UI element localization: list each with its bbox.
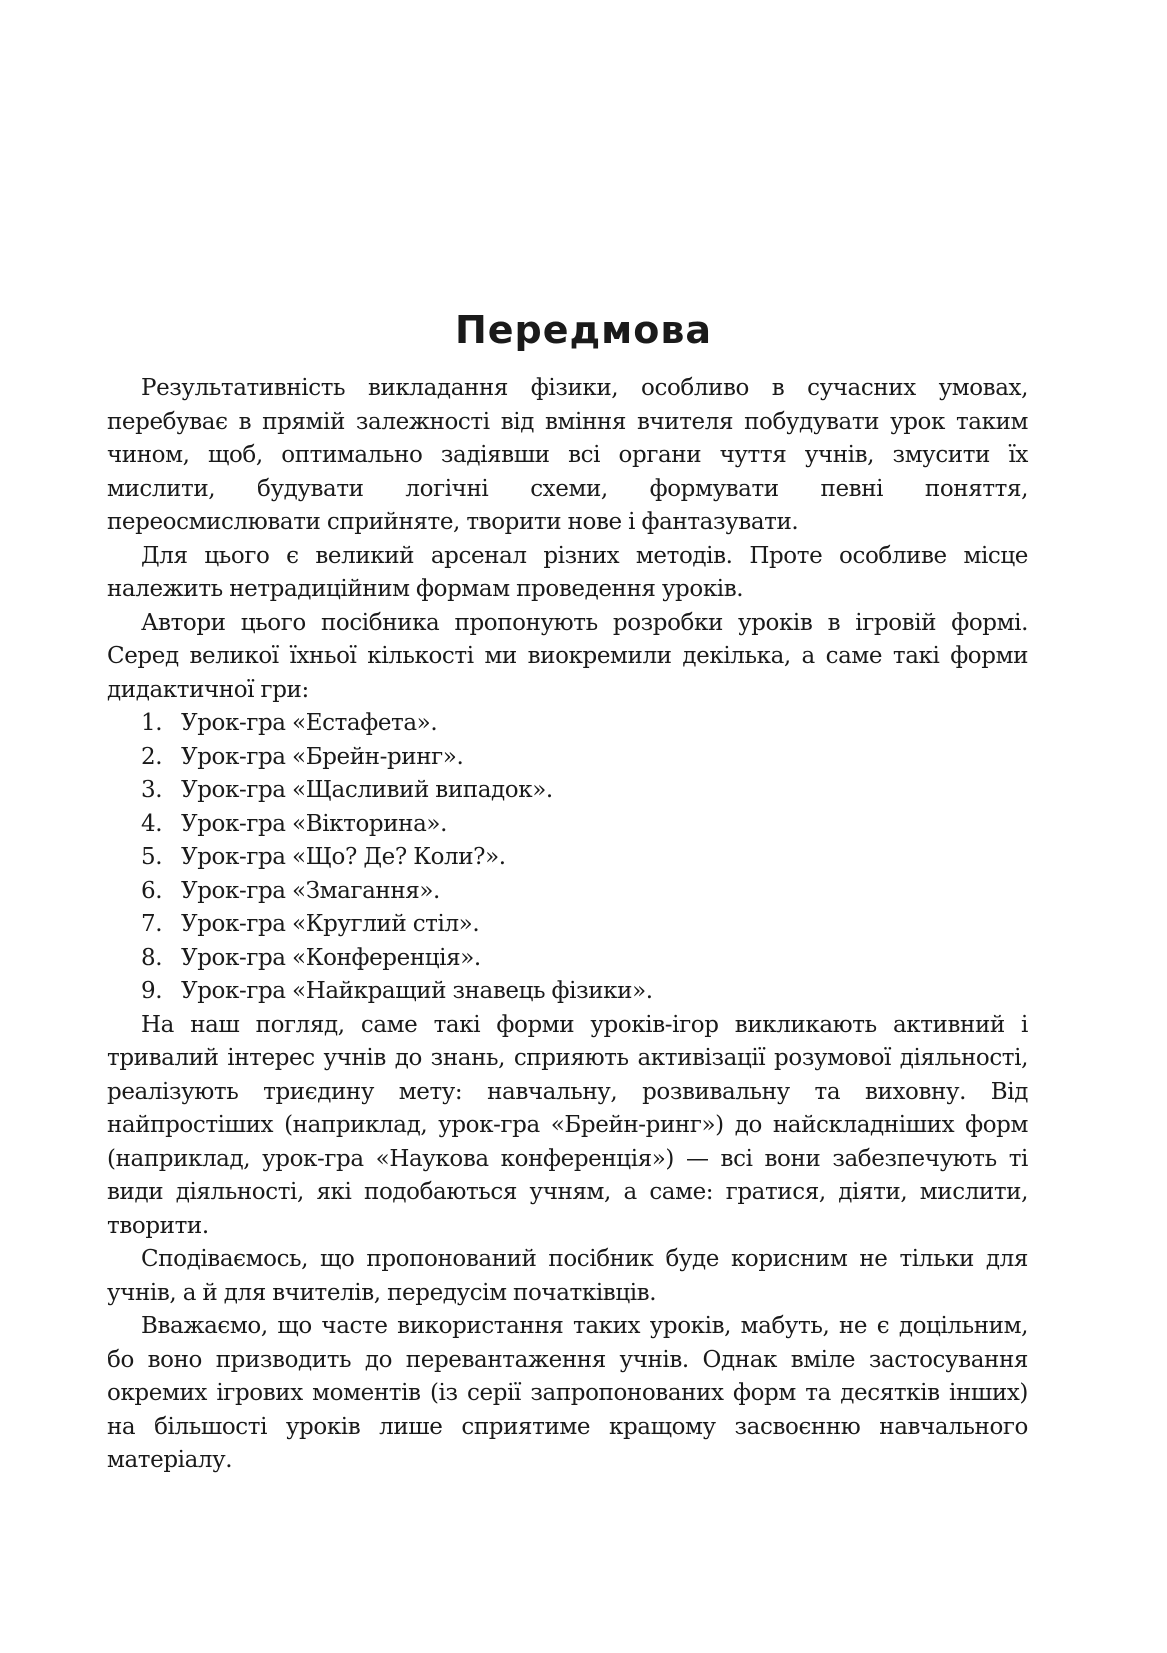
list-item-number: 7. — [141, 911, 163, 937]
list-item-number: 6. — [141, 877, 163, 904]
list-item-text: Урок-гра «Брейн-ринг». — [181, 743, 464, 770]
list-item — [107, 942, 1028, 976]
list-item-number: 1. — [141, 710, 163, 736]
intro-paragraph-2: Для цього є великий арсенал різних методів. Проте особливе місце належить нетрадиційним формам проведення уроків. — [107, 542, 1028, 602]
list-item-number: 9. — [141, 978, 163, 1004]
list-item — [107, 808, 1028, 842]
intro-paragraph-3: Автори цього посібника пропонують розробки уроків в ігровій формі. Серед великої їхньої кількості ми виокремили декілька, а саме такі форми дидактичної гри: — [107, 609, 1028, 703]
list-item — [107, 707, 1028, 741]
list-item-number: 2. — [141, 743, 163, 770]
list-item-text: Урок-гра «Конференція». — [181, 944, 481, 971]
body-text — [107, 372, 1028, 1478]
outro-paragraph-1: На наш погляд, саме такі форми уроків-ігор викликають активний і тривалий інтерес учнів до знань, сприяють активізації розумової діяльності, реалізують триєдину мету: навчальну, розвивальну та виховну. Від найпростіших (наприклад, урок-гра «Брейн-ринг») до найскладніших форм (наприклад, урок-гра «Наукова конференція») — всі вони забезпечують ті види діяльності, які подобаються учням, а саме: гратися, діяти, мислити, творити. — [107, 1011, 1028, 1239]
list-item-text: Урок-гра «Естафета». — [181, 710, 438, 736]
list-item-text: Урок-гра «Змагання». — [181, 877, 440, 904]
list-item — [107, 908, 1028, 942]
list-item-number: 8. — [141, 944, 163, 971]
outro-paragraph-2: Сподіваємось, що пропонований посібник буде корисним не тільки для учнів, а й для вчителів, передусім початківців. — [107, 1246, 1028, 1306]
list-item-text: Урок-гра «Круглий стіл». — [181, 911, 480, 937]
outro-paragraph-3: Вважаємо, що часте використання таких уроків, мабуть, не є доцільним, бо воно призводить до перевантаження учнів. Однак вміле застосування окремих ігрових моментів (із серії запропонованих форм та десятків інших) на більшості уроків лише сприятиме кращому засвоєнню навчального матеріалу. — [107, 1313, 1028, 1473]
list-item — [107, 774, 1028, 808]
game-forms-list — [107, 707, 1028, 1009]
list-item — [107, 875, 1028, 909]
list-item-text: Урок-гра «Щасливий випадок». — [181, 777, 553, 803]
list-item — [107, 741, 1028, 775]
page-title: Передмова — [454, 308, 713, 352]
list-item — [107, 975, 1028, 1009]
list-item-text: Урок-гра «Що? Де? Коли?». — [181, 844, 506, 870]
list-item-number: 3. — [141, 777, 163, 803]
list-item-number: 4. — [141, 810, 163, 837]
list-item-text: Урок-гра «Вікторина». — [181, 810, 447, 837]
intro-paragraph-1: Результативність викладання фізики, особливо в сучасних умовах, перебуває в прямій залежності від вміння вчителя побудувати урок таким чином, щоб, оптимально задіявши всі органи чуття учнів, змусити їх мислити, будувати логічні схеми, формувати певні поняття, переосмислювати сприйняте, творити нове і фантазувати. — [107, 375, 1028, 535]
list-item-number: 5. — [141, 844, 163, 870]
list-item — [107, 841, 1028, 875]
list-item-text: Урок-гра «Найкращий знавець фізики». — [181, 978, 653, 1004]
